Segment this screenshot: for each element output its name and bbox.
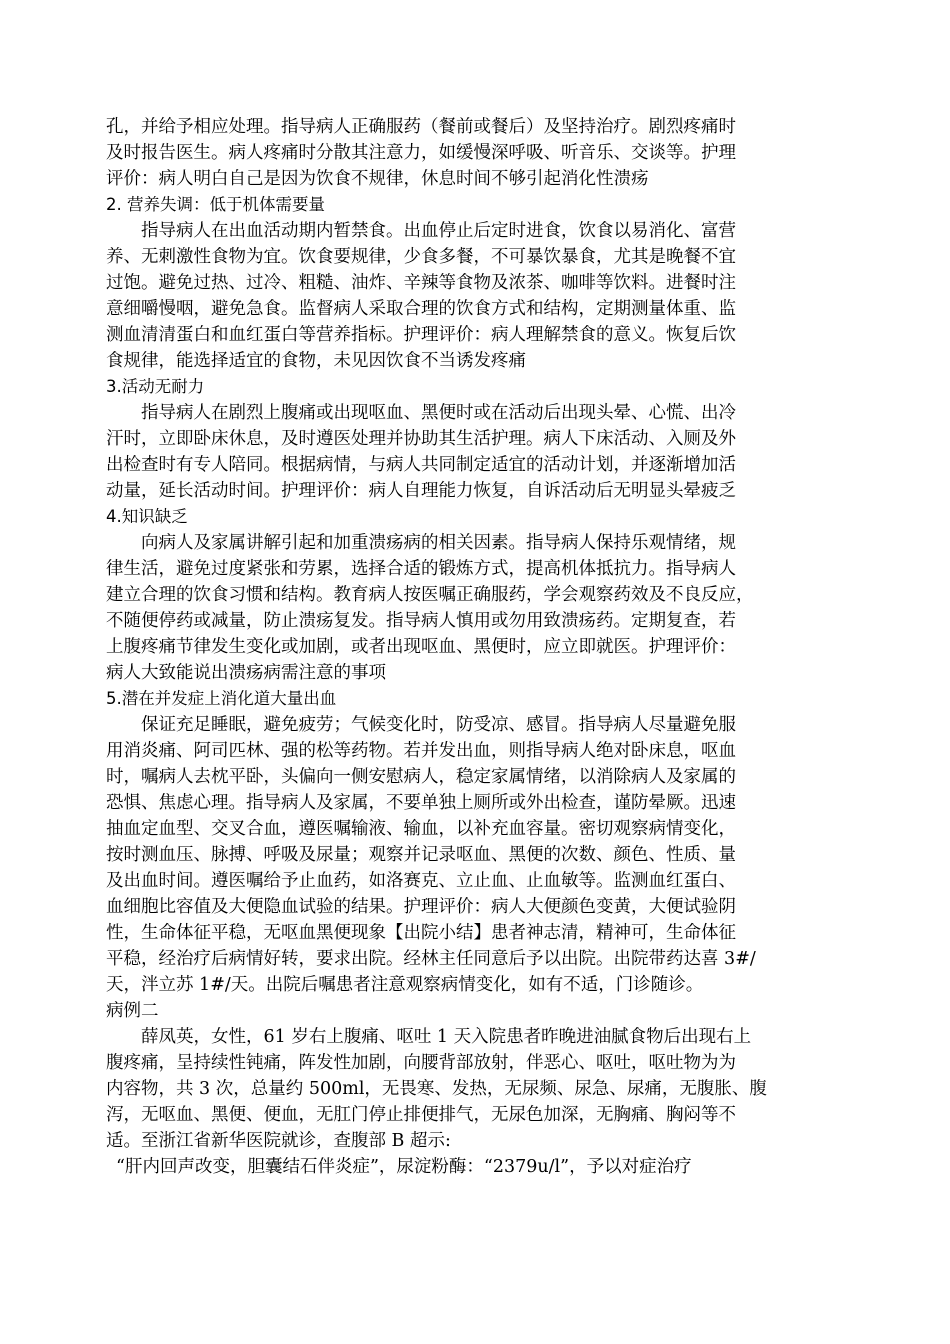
text-line: 汗时，立即卧床休息，及时遵医处理并协助其生活护理。病人下床活动、入厕及外 xyxy=(106,429,736,449)
text-line: “肝内回声改变，胆囊结石伴炎症”，尿淀粉酶：“2379u/l”，予以对症治疗 xyxy=(116,1157,692,1177)
text-line: 孔，并给予相应处理。指导病人正确服药（餐前或餐后）及坚持治疗。剧烈疼痛时 xyxy=(106,117,736,137)
text-line: 适。至浙江省新华医院就诊，查腹部 B 超示: xyxy=(106,1131,451,1151)
text-line: 用消炎痛、阿司匹林、强的松等药物。若并发出血，则指导病人绝对卧床息，呕血 xyxy=(106,741,736,761)
text-line: 病例二 xyxy=(106,1001,159,1021)
text-line: 意细嚼慢咽，避免急食。监督病人采取合理的饮食方式和结构，定期测量体重、监 xyxy=(106,299,736,319)
text-line: 养、无刺激性食物为宜。饮食要规律，少食多餐，不可暴饮暴食，尤其是晚餐不宜 xyxy=(106,247,736,267)
text-line: 血细胞比容值及大便隐血试验的结果。护理评价：病人大便颜色变黄，大便试验阴 xyxy=(106,897,736,917)
text-line: 腹疼痛，呈持续性钝痛，阵发性加剧，向腰背部放射，伴恶心、呕吐，呕吐物为为 xyxy=(106,1053,736,1073)
text-line: 恐惧、焦虑心理。指导病人及家属，不要单独上厕所或外出检查，谨防晕厥。迅速 xyxy=(106,793,736,813)
text-line: 内容物，共 3 次，总量约 500ml，无畏寒、发热，无尿频、尿急、尿痛，无腹胀、腹 xyxy=(106,1079,767,1099)
text-line: 薛凤英，女性，61 岁右上腹痛、呕吐 1 天入院患者昨晚进油腻食物后出现右上 xyxy=(141,1027,752,1047)
text-line: 性，生命体征平稳，无呕血黑便现象【出院小结】患者神志清，精神可，生命体征 xyxy=(106,923,736,943)
text-line: 不随便停药或减量，防止溃疡复发。指导病人慎用或勿用致溃疡药。定期复查，若 xyxy=(106,611,736,631)
text-line: 指导病人在出血活动期内暂禁食。出血停止后定时进食，饮食以易消化、富营 xyxy=(141,221,736,241)
text-line: 时，嘱病人去枕平卧，头偏向一侧安慰病人，稳定家属情绪，以消除病人及家属的 xyxy=(106,767,736,787)
text-line: 按时测血压、脉搏、呼吸及尿量；观察并记录呕血、黑便的次数、颜色、性质、量 xyxy=(106,845,736,865)
section-heading: 3.活动无耐力 xyxy=(106,377,205,396)
text-line: 向病人及家属讲解引起和加重溃疡病的相关因素。指导病人保持乐观情绪，规 xyxy=(141,533,736,553)
text-line: 评价：病人明白自己是因为饮食不规律，休息时间不够引起消化性溃疡 xyxy=(106,169,649,189)
section-heading: 4.知识缺乏 xyxy=(106,507,188,526)
section-heading: 2. 营养失调：低于机体需要量 xyxy=(106,195,325,214)
text-line: 平稳，经治疗后病情好转，要求出院。经林主任同意后予以出院。出院带药达喜 3#/ xyxy=(106,949,756,969)
section-heading: 5.潜在并发症上消化道大量出血 xyxy=(106,689,337,708)
text-line: 动量，延长活动时间。护理评价：病人自理能力恢复，自诉活动后无明显头晕疲乏 xyxy=(106,481,736,501)
text-line: 建立合理的饮食习惯和结构。教育病人按医嘱正确服药，学会观察药效及不良反应， xyxy=(106,585,754,605)
text-line: 律生活，避免过度紧张和劳累，选择合适的锻炼方式，提高机体抵抗力。指导病人 xyxy=(106,559,736,579)
text-line: 指导病人在剧烈上腹痛或出现呕血、黑便时或在活动后出现头晕、心慌、出冷 xyxy=(141,403,736,423)
text-line: 上腹疼痛节律发生变化或加剧，或者出现呕血、黑便时，应立即就医。护理评价： xyxy=(106,637,736,657)
text-line: 及时报告医生。病人疼痛时分散其注意力，如缓慢深呼吸、听音乐、交谈等。护理 xyxy=(106,143,736,163)
text-line: 抽血定血型、交叉合血，遵医嘱输液、输血，以补充血容量。密切观察病情变化， xyxy=(106,819,736,839)
document-page xyxy=(106,114,846,1180)
text-line: 过饱。避免过热、过冷、粗糙、油炸、辛辣等食物及浓茶、咖啡等饮料。进餐时注 xyxy=(106,273,736,293)
text-line: 病人大致能说出溃疡病需注意的事项 xyxy=(106,663,386,683)
text-line: 出检查时有专人陪同。根据病情，与病人共同制定适宜的活动计划，并逐渐增加活 xyxy=(106,455,736,475)
text-line: 保证充足睡眠，避免疲劳；气候变化时，防受凉、感冒。指导病人尽量避免服 xyxy=(141,715,736,735)
text-line: 泻，无呕血、黑便、便血，无肛门停止排便排气，无尿色加深，无胸痛、胸闷等不 xyxy=(106,1105,736,1125)
text-line: 及出血时间。遵医嘱给予止血药，如洛赛克、立止血、止血敏等。监测血红蛋白、 xyxy=(106,871,736,891)
text-line: 食规律，能选择适宜的食物，未见因饮食不当诱发疼痛 xyxy=(106,351,526,371)
text-line: 测血清清蛋白和血红蛋白等营养指标。护理评价：病人理解禁食的意义。恢复后饮 xyxy=(106,325,736,345)
text-line: 天，泮立苏 1#/天。出院后嘱患者注意观察病情变化，如有不适，门诊随诊。 xyxy=(106,975,704,995)
